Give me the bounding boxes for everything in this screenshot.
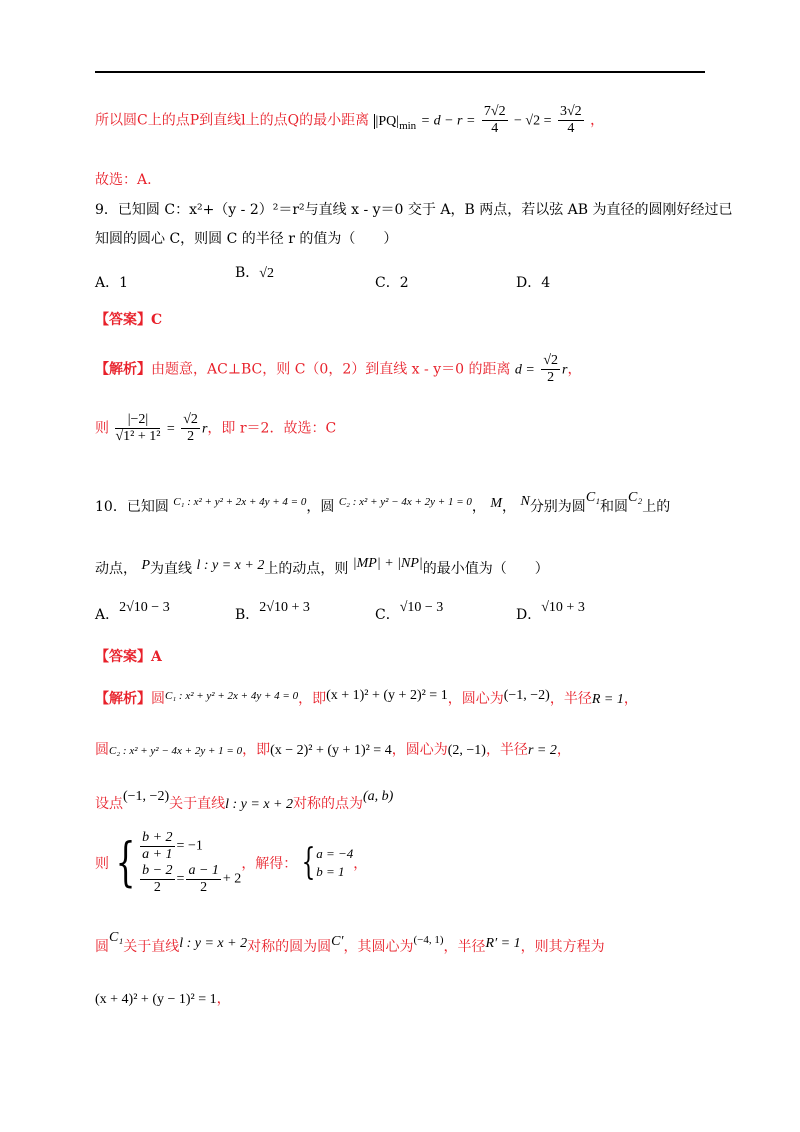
analysis-label: 【解析】 xyxy=(95,361,151,378)
fraction-sqrt2-2: $\frac{√2}{2}$ xyxy=(543,353,559,385)
fraction-7sqrt2-4: $\frac{7√2}{4}$ xyxy=(483,104,506,136)
header-rule xyxy=(95,71,705,73)
distance-fraction: $\frac{|-2|}{\text{√1² + 1²}}$ xyxy=(115,412,161,444)
prev-text: 所以圆C上的点P到直线l上的点Q的最小距离 xyxy=(95,112,370,129)
q10-answer: 【答案】A xyxy=(95,649,162,665)
q9-option-c: C．2 xyxy=(375,275,409,291)
q10-analysis-system: 则 { $\frac{b + 2}{a + 1}$ = −1 $\frac{b - 2}{2}$ = $\frac{a - 1}{2}$ + 2 ，解得： { a = −4 b = 1 ， xyxy=(95,830,368,895)
circle-c2-equation: C₂ : x² + y² − 4x + 2y + 1 = 0 xyxy=(338,496,472,508)
q10-analysis-line5: 圆C₁关于直线l : y = x + 2对称的圆为圆C′，其圆心为$^{(-4, 1)}$，半径R′ = 1，则其方程为 xyxy=(95,930,605,955)
d-minus-r: = d − r = xyxy=(420,113,476,129)
q9-option-b: B．√2 xyxy=(235,265,274,281)
q10-analysis-line6: (x + 4)² + (y − 1)² = 1， xyxy=(95,991,231,1007)
q9-option-a: A．1 xyxy=(95,275,129,291)
prev-conclusion: 所以圆C上的点P到直线l上的点Q的最小距离 $|PQ|_{min} = d - r$ = $\frac{7√2}{4}$ − √2 = $\frac{3√2}{4}$ ， xyxy=(95,104,605,136)
q9-stem-line2: 知圆的圆心 C，则圆 C 的半径 r 的值为（ ） xyxy=(95,231,398,247)
q9-option-d: D．4 xyxy=(516,275,551,291)
fraction-sqrt2-2-r: $\frac{√2}{2}$ xyxy=(183,412,198,444)
q9-answer: 【答案】C xyxy=(95,312,163,328)
q9-stem-line1: 9．已知圆 C：x²+（y - 2）²＝r²与直线 x - y＝0 交于 A，B 两点，若以弦 AB 为直径的圆刚好经过已 xyxy=(95,202,733,218)
q10-analysis-line2: 圆C₂ : x² + y² − 4x + 2y + 1 = 0，即(x − 2)² + (y + 1)² = 4，圆心为(2, −1)，半径r = 2， xyxy=(95,742,571,758)
q10-option-d: D．√10 + 3 xyxy=(516,600,585,623)
mp-np-sum: |MP| + |NP| xyxy=(352,556,423,571)
min-subscript: min xyxy=(399,119,417,132)
minus-sqrt2: − √2 = xyxy=(514,113,552,129)
fraction-3sqrt2-4: $\frac{3√2}{4}$ xyxy=(559,104,582,136)
q9-analysis-line2: 则 $\frac{|-2|}{\text{√1² + 1²}}$ = $\frac{√2}{2}$ r，即 r＝2．故选：C xyxy=(95,412,337,444)
q10-option-b: B．2√10 + 3 xyxy=(235,600,310,623)
q10-option-c: C．√10 − 3 xyxy=(375,600,444,623)
prev-choose: 故选：A. xyxy=(95,172,152,188)
q9-analysis-line1: 【解析】由题意，AC⊥BC，则 C（0，2）到直线 x - y＝0 的距离 d = $\frac{√2}{2}$ r， xyxy=(95,353,582,385)
q10-stem-line1: 10．已知圆 $^{C_1 : x^2 + y^2 + 2x + 4y + 4 = 0}$，圆 $^{C_2 : x^2 + y^2 - 4x + 2y + 1 = 0}$， M， N分别为圆C₁和圆C₂上的 xyxy=(95,490,671,515)
q10-analysis-line1: 【解析】圆$^{C_1 : x^2 + y^2 + 2x + 4y + 4 = 0}$，即(x + 1)² + (y + 2)² = 1，圆心为(−1, −2)，半径R = 1， xyxy=(95,688,638,707)
q10-analysis-line3: 设点(−1, −2)关于直线l : y = x + 2对称的点为(a, b) xyxy=(95,789,394,812)
q10-stem-line2: 动点， P为直线 l : y = x + 2上的动点，则 |MP| + |NP|的最小值为（ ） xyxy=(95,556,549,577)
pq-expr: |PQ| xyxy=(375,113,400,129)
line-l-equation: l : y = x + 2 xyxy=(196,558,265,573)
circle-c1-equation: C₁ : x² + y² + 2x + 4y + 4 = 0 xyxy=(173,496,307,508)
q10-option-a: A．2√10 − 3 xyxy=(95,600,170,623)
